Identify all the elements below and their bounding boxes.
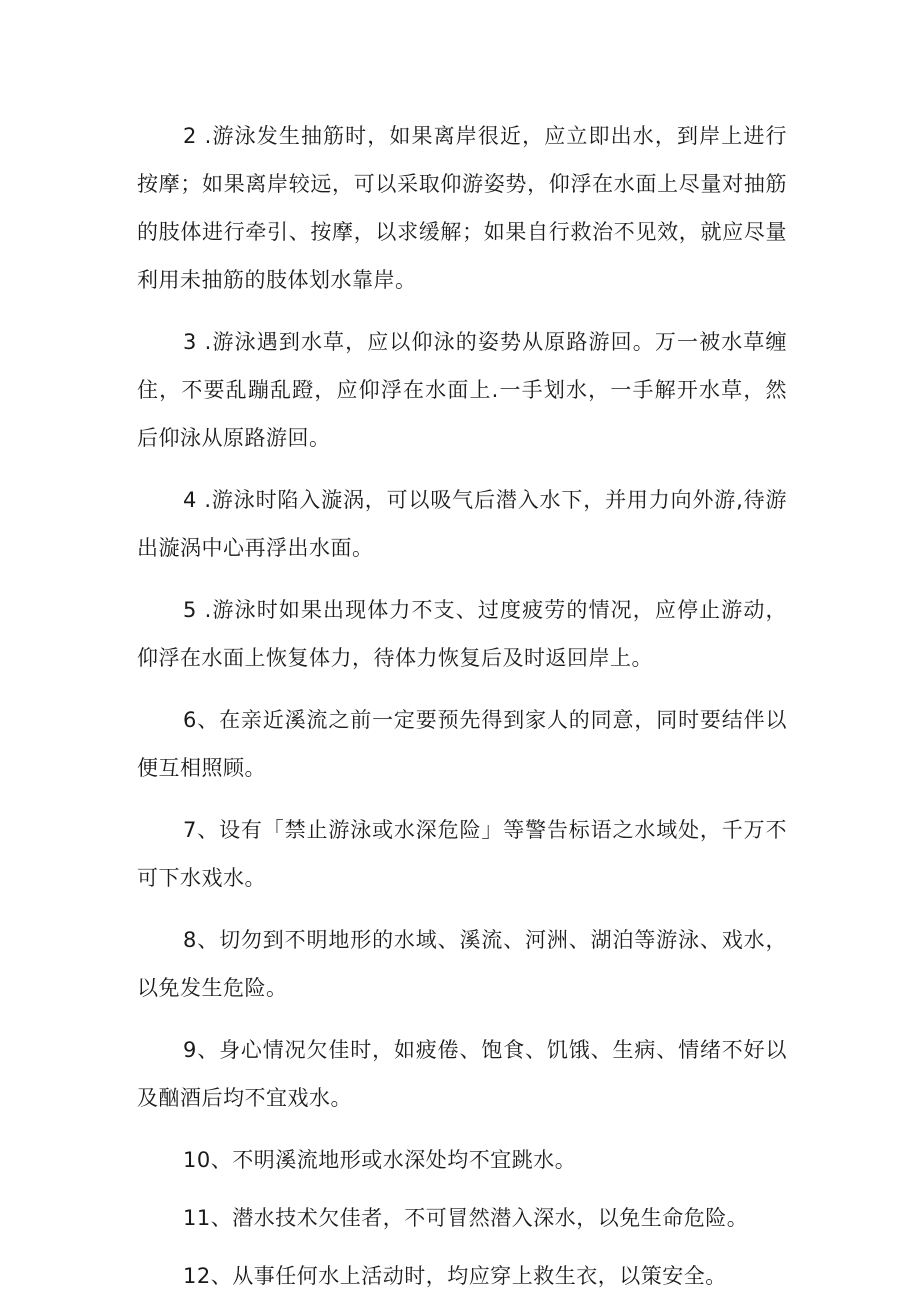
paragraph-item-10: 10、不明溪流地形或水深处均不宜跳水。 bbox=[183, 1148, 577, 1172]
paragraph-item-5: 5 .游泳时如果出现体力不支、过度疲劳的情况，应停止游动，仰浮在水面上恢复体力，待体力恢复后及时返回岸上。 bbox=[137, 598, 787, 670]
paragraph-item-8: 8、切勿到不明地形的水域、溪流、河洲、湖泊等游泳、戏水，以免发生危险。 bbox=[137, 928, 787, 1000]
paragraph-item-12: 12、从事任何水上活动时，均应穿上救生衣，以策安全。 bbox=[183, 1264, 727, 1288]
paragraph-item-2: 2 .游泳发生抽筋时，如果离岸很近，应立即出水，到岸上进行按摩；如果离岸较远，可以采取仰游姿势，仰浮在水面上尽量对抽筋的肢体进行牵引、按摩，以求缓解；如果自行救治不见效，就应尽量利用未抽筋的肢体划水靠岸。 bbox=[137, 124, 787, 292]
paragraph-item-3: 3 .游泳遇到水草，应以仰泳的姿势从原路游回。万一被水草缠住，不要乱蹦乱蹬，应仰浮在水面上.一手划水，一手解开水草，然后仰泳从原路游回。 bbox=[137, 330, 787, 450]
paragraph-item-6: 6、在亲近溪流之前一定要预先得到家人的同意，同时要结伴以便互相照顾。 bbox=[137, 708, 787, 780]
paragraph-item-9: 9、身心情况欠佳时，如疲倦、饱食、饥饿、生病、情绪不好以及酗酒后均不宜戏水。 bbox=[137, 1038, 787, 1110]
paragraph-item-7: 7、设有「禁止游泳或水深危险」等警告标语之水域处，千万不可下水戏水。 bbox=[137, 818, 787, 890]
paragraph-item-4: 4 .游泳时陷入漩涡，可以吸气后潜入水下，并用力向外游,待游出漩涡中心再浮出水面。 bbox=[137, 488, 787, 560]
paragraph-item-11: 11、潜水技术欠佳者，不可冒然潜入深水，以免生命危险。 bbox=[183, 1206, 749, 1230]
document-body bbox=[137, 112, 787, 1310]
